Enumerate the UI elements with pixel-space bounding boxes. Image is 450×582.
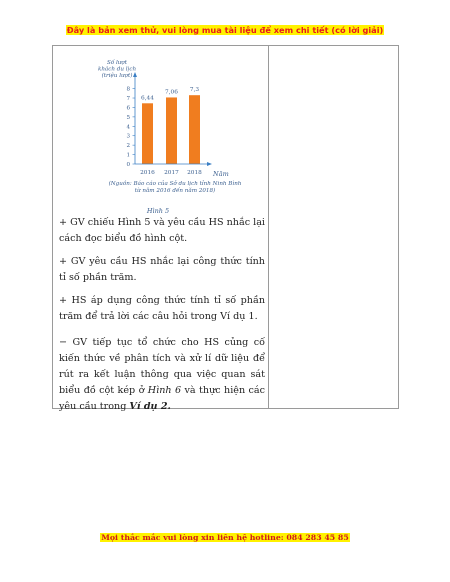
instruction-2: + GV yêu cầu HS nhắc lại công thức tính tỉ số phần trăm.	[59, 256, 265, 283]
x-tick-label: 2017	[164, 170, 179, 176]
hotline-banner: Mọi thắc mắc vui lòng xin liên hệ hotline: 084 283 45 85	[101, 533, 349, 542]
column-divider	[268, 46, 269, 408]
chart-source-line: từ năm 2016 đến năm 2018)	[134, 188, 216, 194]
chart-source	[109, 179, 242, 194]
instruction-1: + GV chiếu Hình 5 và yêu cầu HS nhắc lại cách đọc biểu đồ hình cột.	[59, 217, 265, 244]
example-ref: Ví dụ 2.	[129, 401, 171, 412]
bar	[166, 97, 177, 164]
y-axis-arrow	[133, 72, 137, 77]
chart-source-line: (Nguồn: Báo cáo của Sở du lịch tỉnh Ninh Bình	[108, 181, 242, 187]
instruction-4-mid: và thực hiện các yêu cầu trong	[59, 385, 266, 412]
y-tick-label: 5	[126, 114, 130, 121]
y-axis-label-line: Số lượt	[106, 60, 128, 66]
y-axis-label-line: (triệu lượt)	[101, 73, 133, 79]
figure-ref: Hình 6	[147, 385, 182, 396]
figure-label: Hình 5	[146, 207, 170, 215]
instruction-3: + HS áp dụng công thức tính tỉ số phần trăm để trả lời các câu hỏi trong Ví dụ 1.	[59, 295, 265, 322]
bar-value-label: 7,3	[189, 87, 200, 94]
bar-value-label: 6,44	[141, 95, 154, 102]
tourism-bar-chart	[53, 46, 268, 236]
preview-banner: Đây là bản xem thử, vui lòng mua tài liệu để xem chi tiết (có lời giải)	[66, 25, 384, 35]
x-tick-label: 2016	[140, 170, 155, 176]
y-tick-label: 2	[126, 143, 130, 150]
x-axis-arrow	[207, 162, 212, 166]
bar	[142, 103, 153, 164]
lesson-table	[52, 45, 399, 412]
y-tick-label: 4	[126, 124, 130, 131]
x-tick-label: 2018	[187, 170, 202, 176]
bar-value-label: 7,06	[165, 89, 178, 96]
y-tick-label: 1	[126, 152, 130, 159]
y-tick-label: 0	[126, 162, 130, 168]
instruction-4	[59, 335, 265, 415]
y-axis-label	[98, 59, 137, 79]
bar	[189, 95, 200, 164]
y-tick-label: 6	[126, 105, 130, 112]
x-axis-label: Năm	[213, 170, 229, 178]
instruction-4-text: − GV tiếp tục tổ chức cho HS củng cố kiến thức về phân tích và xử lí dữ liệu để rút ra kết luận thông qua việc quan sát biểu đồ cột kép ở	[59, 337, 265, 396]
y-tick-label: 7	[126, 96, 130, 103]
y-tick-label: 8	[126, 86, 130, 93]
y-axis-label-line: khách du lịch	[97, 66, 137, 73]
y-tick-label: 3	[126, 133, 130, 140]
